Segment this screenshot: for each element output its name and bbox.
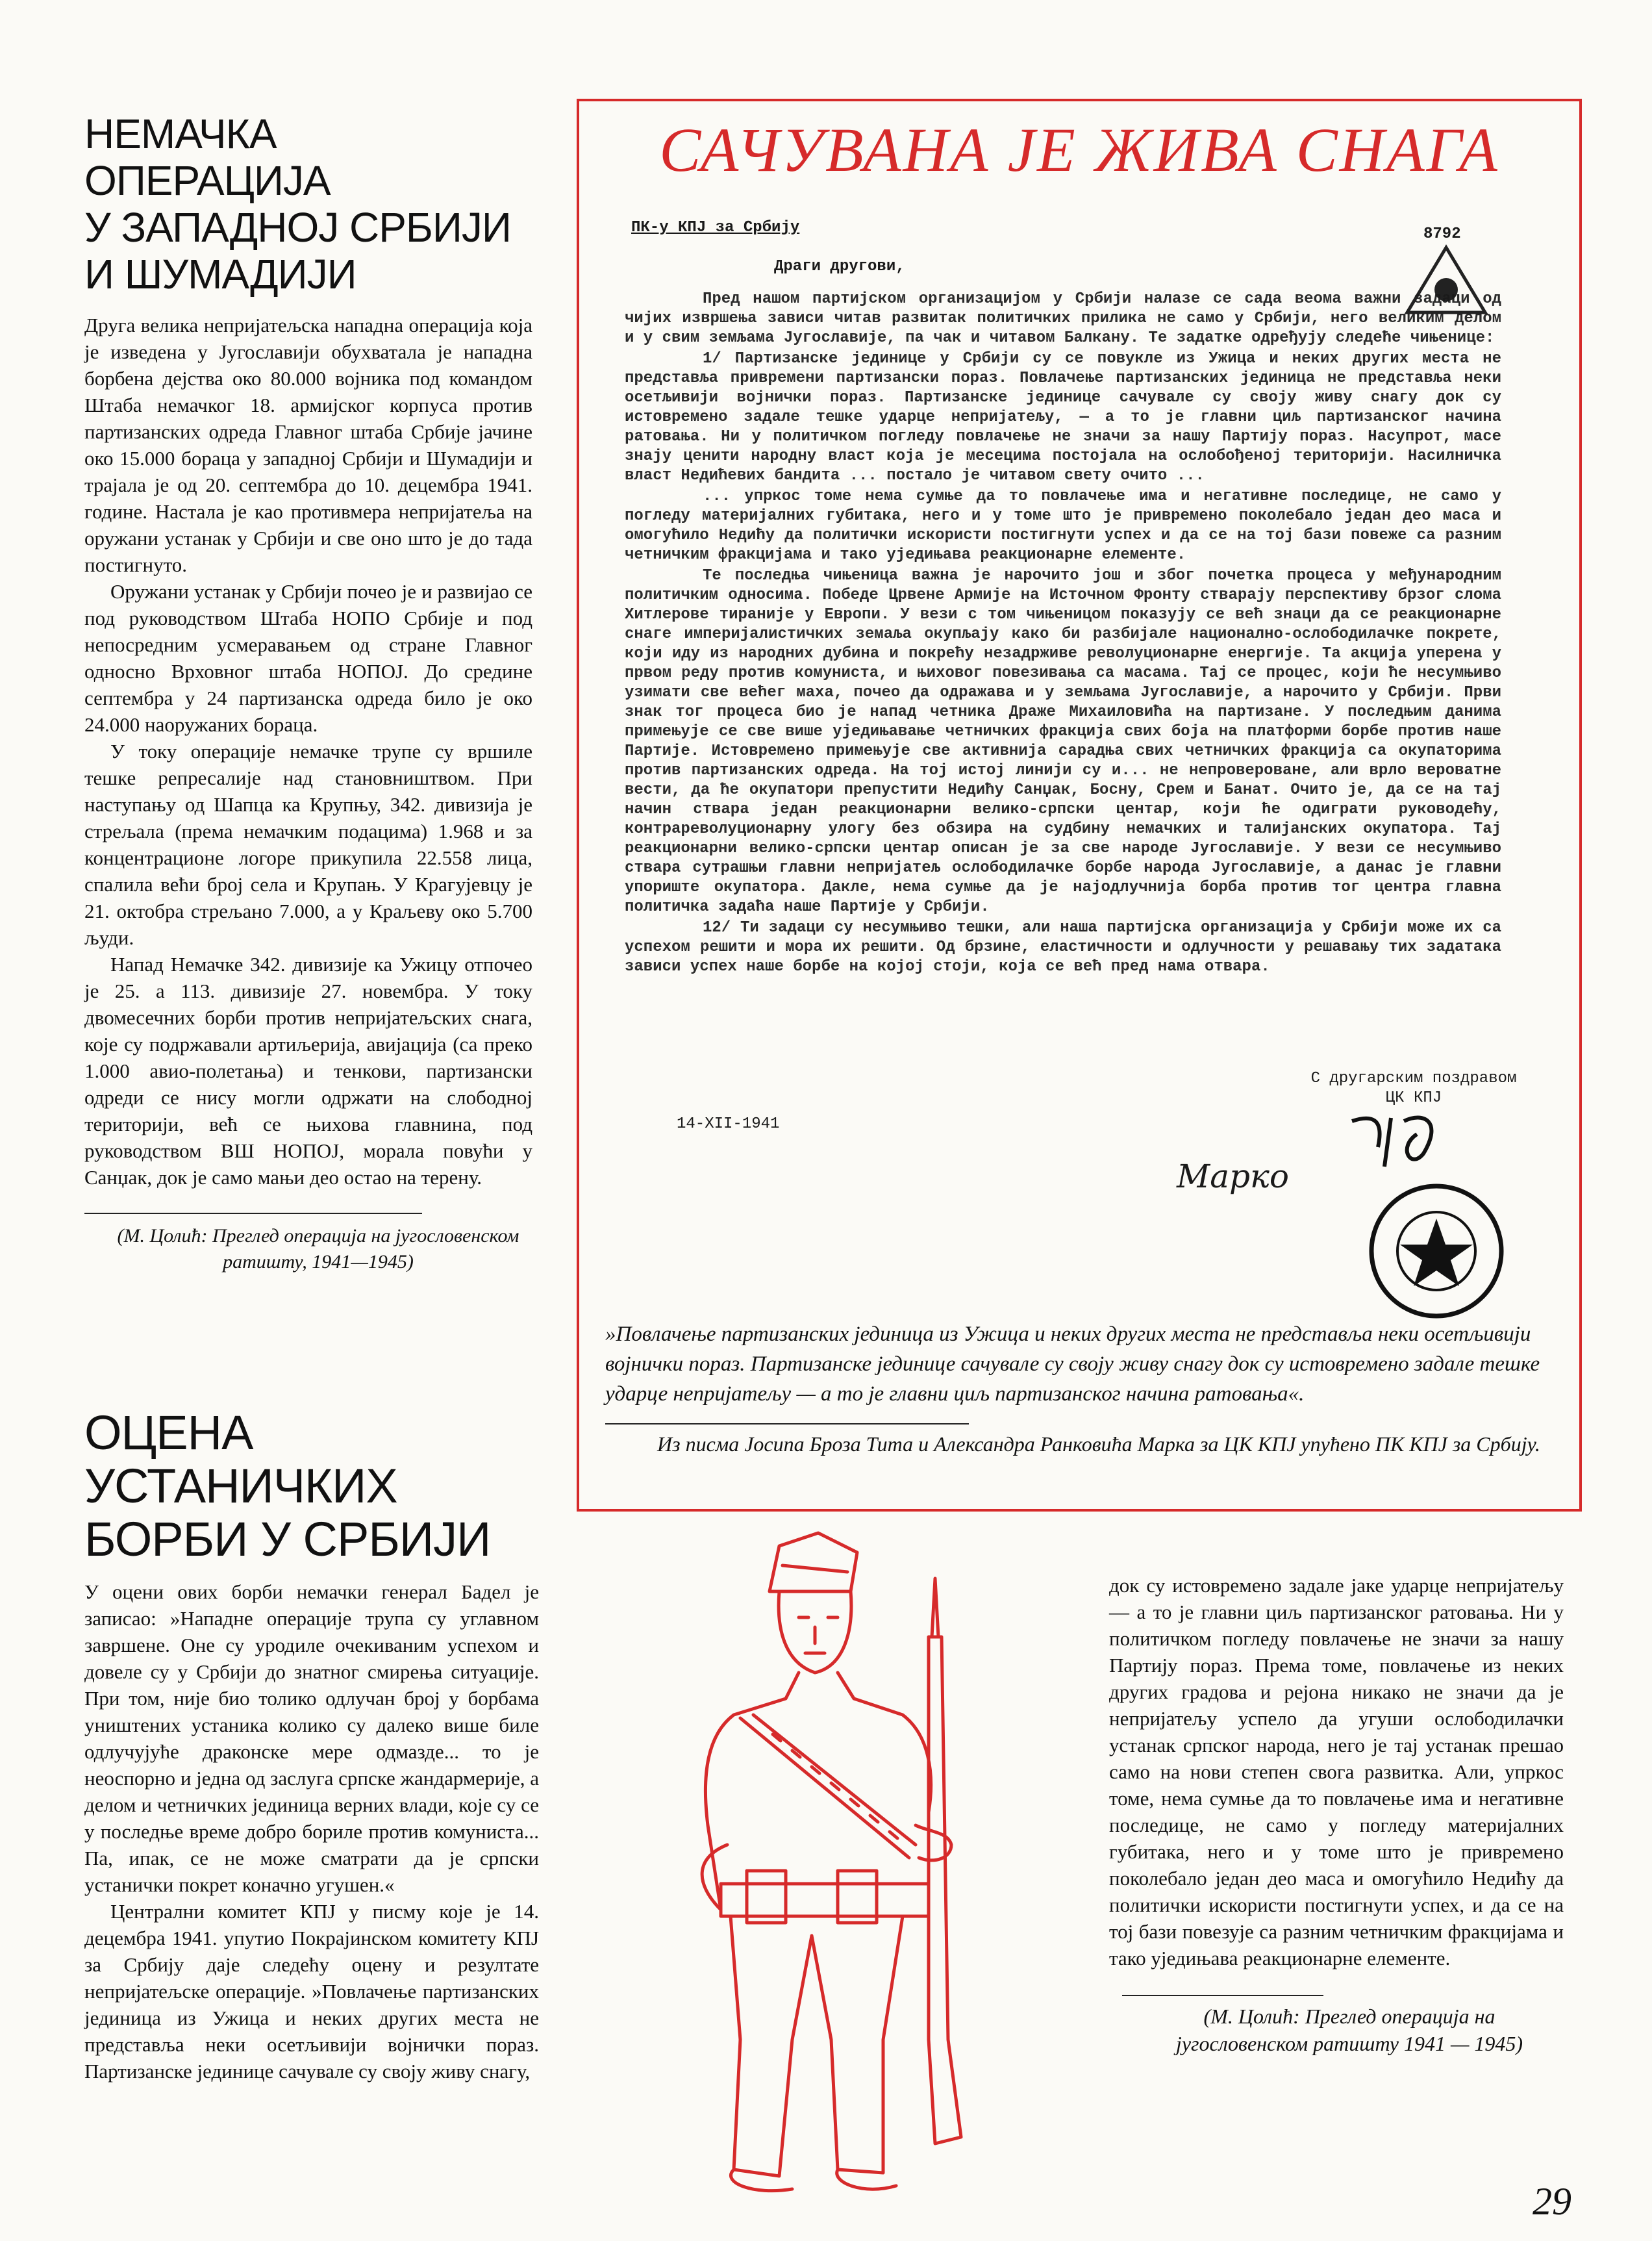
letter-paragraph: Пред нашом партијском организацијом у Србији налазе се сада веома важни задаци од чијих извршења зависи читав развитак политичких прилика не само у Србији, него великим делом и у свим земљама Југославије, па чак и читавом Балкану. Те задатке одређују следеће чињенице: (625, 290, 1501, 347)
tito-signature-icon (1345, 1108, 1456, 1180)
section2-continuation (1109, 1572, 1564, 2057)
page-number: 29 (1533, 2180, 1571, 2223)
letter-paragraph: Те последња чињеница важна је нарочито још и због почетка процеса у међународним политичким односима. Победе Црвене Армије на Источном Фронту стварају перспективу брзог слома Хитлерове тираније у Европи. У вези с том чињеницом показују се већ знаци да се реакционарне снаге империјалистичких земаља окупљају како би разбијале национално-ослободилачке покрете, који иду из народних дубина и покрећу незадрживе револуционарне енергије. Та акција уперена у првом реду против комуниста, и њиховог повезивања са масама. Тај се процес, који ће несумњиво узимати све већег маха, почео да одражава и у земљама Југославије, а нарочито у Србији. Први знак тог процеса био је напад четника Драже Михаиловића на партизане. У последњим данима примењује се све више уједињавање четничких фракција свих боја на платформи борбе против наше Партије. Истовремено примењује све активнија сарадња свих четничких фракција са окупаторима против партизанских одреда. На тој истој линији су и... не непровероване, али врло вероватне вести, да ће окупатори препустити Недићу Санџак, Босну, Срем и Банат. Очито је, да се на тај начин ствара један реакционарни велико-српски центар, који ће одиграти руководећу, контрареволуционарну улогу без обзира на судбину немачких и талијанских окупатора. Тај реакционарни велико-српски центар описан је за све народе Југославије. У вези се несумњиво ствара сутрашњи главни непријатељ ослободилачке борбе народа Југославије, а данас је главни упориште окупатора. Дакле, нема сумње да је најодлучнија борба против тог центра главна политичка задаћа наше Партије у Србији. (625, 567, 1501, 916)
section2-paragraph: У оцени ових борби немачки генерал Бадел је записао: »Нападне операције трупа су углавном завршене. Оне су уродиле очекиваним успехом и довеле су у Србији до знатног смирења ситуације. При том, није био толико одлучан број у борбама уништених устаника колико су далеко више биле одлучујуће драконске мере одмазде... то је неоспорно и једна од заслуга српске жандармерије, а делом и четничких јединица верних влади, које су се у последње време добро бориле против комуниста... Па, ипак, се не може сматрати да је српски устанички покрет коначно угушен.« (84, 1580, 539, 1896)
section1-paragraph: У току операције немачке трупе су вршиле тешке репресалије над становништвом. При наступању од Шапца ка Крупњу, 342. дивизија је стрељала (према немачким подацима) 1.968 и за концентрационе логоре прикупила 22.558 лица, спалила већи број села и Крупањ. У Крагујевцу је 21. октобра стрељано 7.000, а у Краљеву око 5.700 људи. (84, 740, 532, 949)
letter-date: 14-XII-1941 (677, 1115, 780, 1133)
section2-title-line-2: УСТАНИЧКИХ (84, 1459, 397, 1513)
section2-title-line-1: ОЦЕНА (84, 1406, 253, 1460)
section2-body (84, 1578, 539, 2084)
section-german-operation (84, 110, 532, 1275)
continuation-citation-divider (1122, 1995, 1323, 1996)
section1-paragraph: Оружани устанак у Србији почео је и развијао се под руководством Штаба НОПО Србије и под непосредним усмеравањем од стране Главног односно Врховног штаба НОПОЈ. До средине септембра у 24 партизанска одреда било је око 24.000 наоружаних бораца. (84, 580, 532, 736)
section1-paragraph: Друга велика непријатељска нападна операција која је изведена у Југославији обухватала је нападна борбена дејства око 80.000 војника под командом Штаба немачког 18. армијског корпуса против партизанских одреда Главног штаба Србије јачине око 15.000 бораца у западној Србији и Шумадији и трајала је од 20. септембра до 10. децембра 1941. године. Настала је као противмера непријатеља на оружани устанак у Србији и све оно што је до тада постигнуто. (84, 314, 532, 576)
section1-title-line-2: У ЗАПАДНОЈ СРБИЈИ (84, 204, 511, 251)
preserved-force-box (577, 99, 1582, 1512)
continuation-citation: (М. Цолић: Преглед операција на југословенском ратишту 1941 — 1945) (1175, 2005, 1523, 2055)
citation-divider (84, 1213, 422, 1214)
continuation-body (1109, 1572, 1564, 1971)
letter-paragraph: 12/ Ти задаци су несумњиво тешки, али наша партијска организација у Србији може их са успехом решити и мора их решити. Од брзине, еластичности и одлучности у решавању тих задатака зависи успех наше борбе на којој стоји, која се већ пред нама отвара. (625, 919, 1501, 976)
continuation-paragraph: док су истовремено задале јаке ударце непријатељу — а то је главни циљ партизанског ратовања. Ни у политичком погледу повлачење не значи за нашу Партију пораз. Према томе, повлачење из неких других градова и рејона никако не значи да је непријатељу успело да угуши ослободилачки устанак српског народа, него је тај устанак прешао само на нови степен свога развитка. Али, упркос томе, нема сумње да то повлачење има и негативне последице, не само у погледу материјалних губитака, него и у томе што је привремено поколебало један део маса и омогућило Недићу да политички искористи постигнути успех, и да се на тој бази повезује са разним четничким фракцијама и тако уједињава реакционарне елементе. (1109, 1574, 1564, 1969)
box-citation: Из писма Јосипа Броза Тита и Александра Ранковића Марка за ЦК КПЈ упућено ПК КПЈ за Србију. (657, 1432, 1540, 1456)
letter-header: ПК-у КПЈ за Србију (631, 219, 800, 236)
letter-closing: С другарским поздравом ЦК КПЈ (1310, 1070, 1517, 1107)
letter-paragraph: ... упркос томе нема сумње да то повлачење има и негативне последице, не само у погледу материјалних губитака, него и у томе што је привремено поколебало један део маса и омогућило Недићу да политички искористи постигнути успех и да се на тој бази повеже са разним четничким фракцијама и тако уједињава реакционарне елементе. (625, 488, 1501, 564)
section1-citation: (М. Цолић: Преглед операција на југословенском ратишту, 1941—1945) (117, 1225, 519, 1272)
section1-paragraph: Напад Немачке 342. дивизије ка Ужицу отпочео је 25. а 113. дивизије 27. новембра. У току двомесечних борби против непријатељских снага, које су подржавали артиљерија, авијација (са преко 1.000 авио-полетања) и тенкови, партизански одреди се нису могли одржати на слободној територији, већ се њихова главнина, под руководством ВШ НОПОЈ, морала повући у Санџак, док је само мањи део остао на терену. (84, 953, 532, 1189)
section1-title (84, 110, 532, 298)
letter-body (625, 290, 1501, 978)
letter-signature-marko: Марко (1177, 1158, 1289, 1195)
letter-facsimile (605, 218, 1540, 1323)
partisan-soldier-illustration-icon (623, 1520, 1065, 2209)
box-caption: »Повлачење партизанских јединица из Ужица и неких других места не представља неки осетљивији војнички пораз. Партизанске јединице сачувале су своју живу снагу док су истовремено задале тешке ударце непријатељу — а то је главни циљ партизанског начина ратовања«. (605, 1323, 1540, 1406)
letter-paragraph: 1/ Партизанске јединице у Србији су се повукле из Ужица и неких других места не представља привремени партизански пораз. Повлачење партизанских јединица не представља неки осетљивији војнички пораз. Партизанске јединице сачувале су своју живу снагу док су истовремено задале тешке ударце непријатељу, — а то је главни циљ партизанског начина ратовања. Ни у политичком погледу повлачење не значи за нашу Партију пораз. Насупрот, масе знају ценити народну власт која је месецима постојала на ослобођеној територији. Насилничка власт Недићевих бандита ... постало је читавом свету очито ... (625, 350, 1501, 485)
box-citation-divider (605, 1423, 969, 1424)
box-title: САЧУВАНА ЈЕ ЖИВА СНАГА (659, 115, 1499, 184)
section1-body (84, 312, 532, 1191)
section2-title (84, 1406, 539, 1566)
party-seal-icon (1365, 1180, 1508, 1323)
section1-title-line-3: И ШУМАДИЈИ (84, 251, 357, 298)
letter-archive-code: 8792 (1423, 225, 1461, 243)
section2-title-line-3: БОРБИ У СРБИЈИ (84, 1512, 491, 1566)
letter-salutation: Драги другови, (774, 258, 905, 275)
section2-paragraph: Централни комитет КПЈ у писму које је 14. децембра 1941. упутио Покрајинском комитету КПЈ за Србију даје следећу оцену и резултате непријатељске операције. »Повлачење партизанских јединица из Ужица и неких других места не представља неки осетљивији војнички пораз. Партизанске јединице сачувале су своју живу снагу, (84, 1900, 539, 2083)
section1-title-line-1: НЕМАЧКА ОПЕРАЦИЈА (84, 110, 331, 204)
